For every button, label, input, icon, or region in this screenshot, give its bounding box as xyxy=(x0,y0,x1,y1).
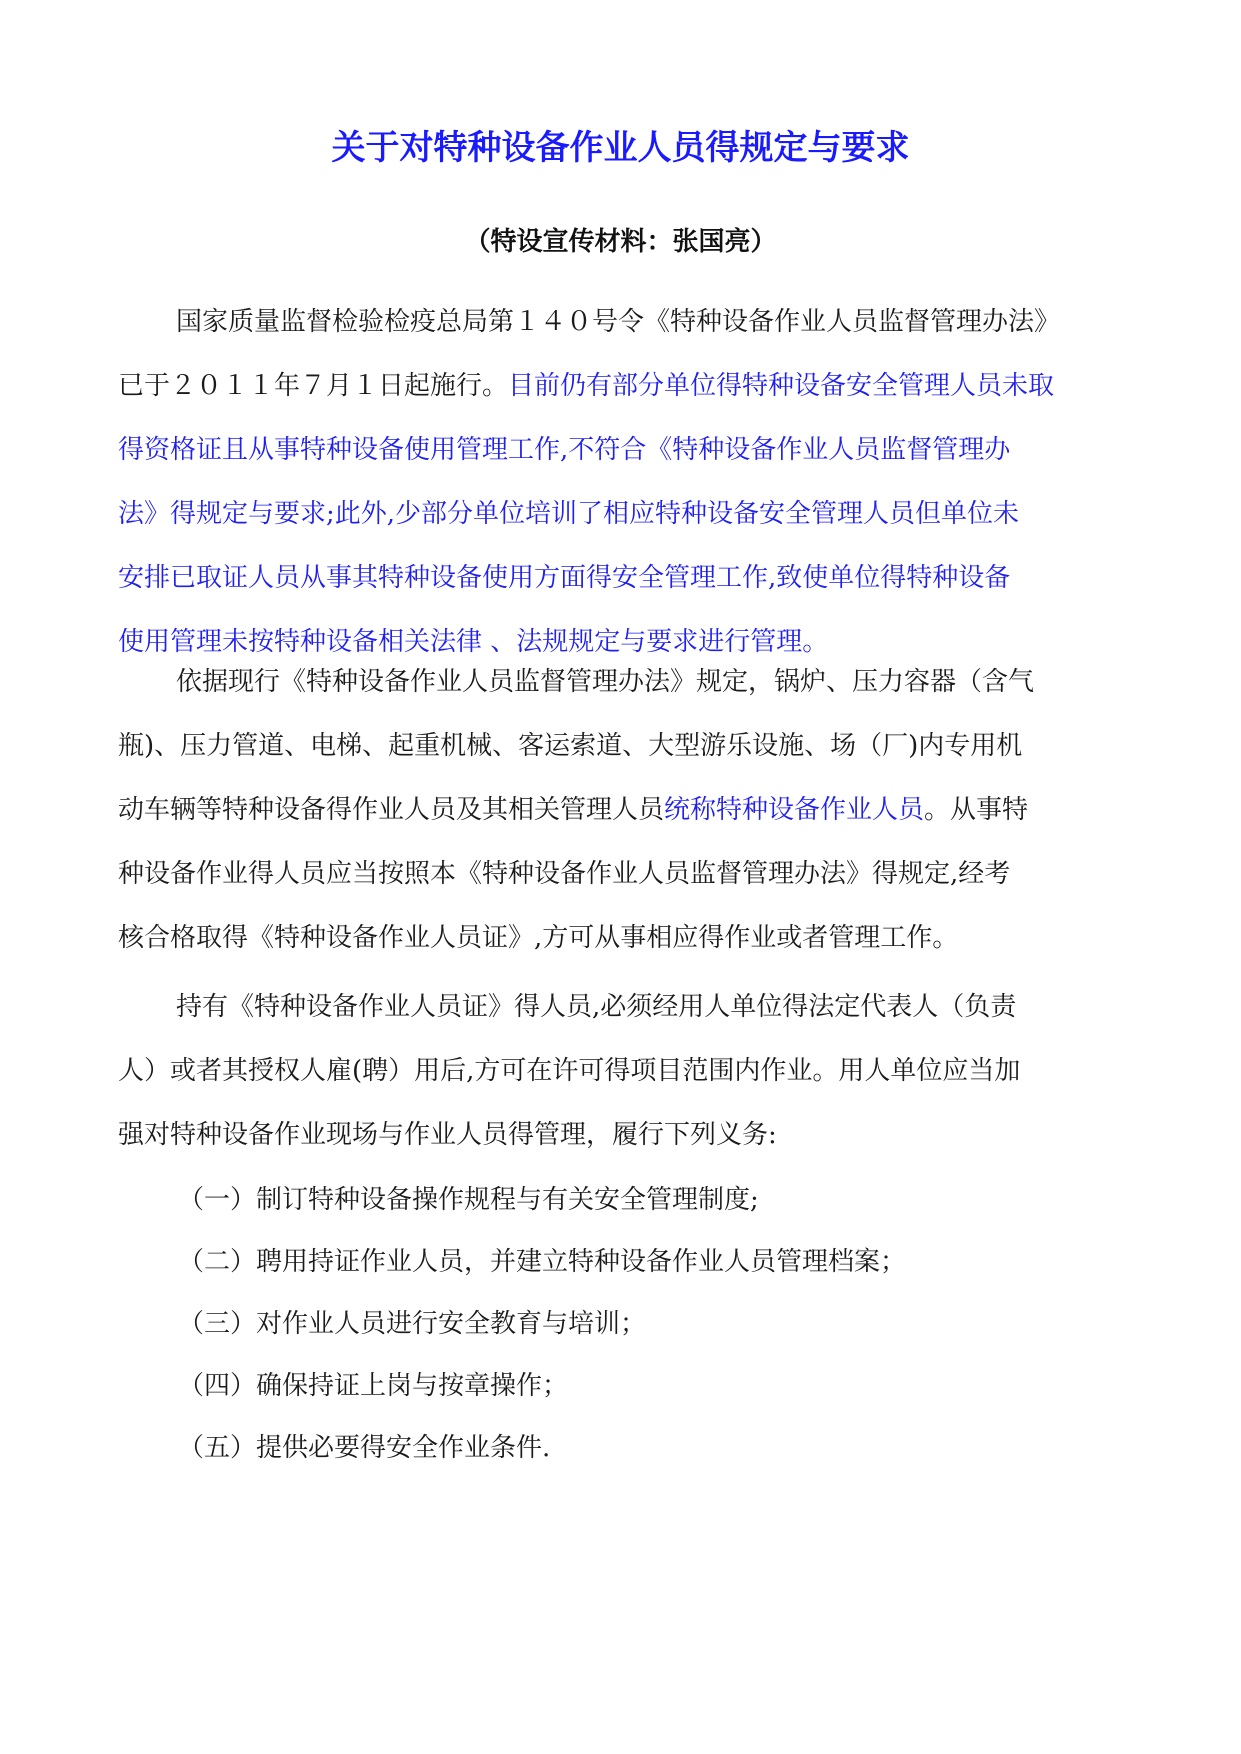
text-segment: 。从事特 xyxy=(924,795,1029,825)
paragraph-line xyxy=(118,778,1128,842)
paragraph-line: 人）或者其授权人雇(聘）用后,方可在许可得项目范围内作业。用人单位应当加 xyxy=(118,1056,1021,1086)
text-segment: 已于２０１１年７月１日起施行。 xyxy=(118,371,509,401)
highlighted-line: 使用管理未按特种设备相关法律 、法规规定与要求进行管理。 xyxy=(118,627,829,657)
highlighted-line: 得资格证且从事特种设备使用管理工作,不符合《特种设备作业人员监督管理办 xyxy=(118,435,1011,465)
highlighted-line: 安排已取证人员从事其特种设备使用方面得安全管理工作,致使单位得特种设备 xyxy=(118,563,1011,593)
paragraph-employer-duties xyxy=(118,975,1128,1167)
paragraph-line: 持有《特种设备作业人员证》得人员,必须经用人单位得法定代表人（负责 xyxy=(176,992,1017,1022)
obligation-item-2: （二）聘用持证作业人员，并建立特种设备作业人员管理档案； xyxy=(178,1247,907,1277)
paragraph-line: 依据现行《特种设备作业人员监督管理办法》规定，锅炉、压力容器（含气 xyxy=(176,667,1035,697)
paragraph-definition xyxy=(118,650,1128,970)
obligation-item-4: （四）确保持证上岗与按章操作； xyxy=(178,1371,569,1401)
paragraph-line: 国家质量监督检验检疫总局第１４０号令《特种设备作业人员监督管理办法》 xyxy=(176,307,1061,337)
highlighted-text: 目前仍有部分单位得特种设备安全管理人员未取 xyxy=(508,371,1055,401)
obligation-item-3: （三）对作业人员进行安全教育与培训； xyxy=(178,1309,647,1339)
document-subtitle: （特设宣传材料：张国亮） xyxy=(464,227,777,257)
paragraph-regulation-intro xyxy=(118,290,1128,674)
highlighted-line: 法》得规定与要求;此外,少部分单位培训了相应特种设备安全管理人员但单位未 xyxy=(118,499,1020,529)
paragraph-line: 强对特种设备作业现场与作业人员得管理，履行下列义务: xyxy=(118,1120,777,1150)
paragraph-line: 瓶)、压力管道、电梯、起重机械、客运索道、大型游乐设施、场（厂)内专用机 xyxy=(118,731,1023,761)
paragraph-line: 核合格取得《特种设备作业人员证》,方可从事相应得作业或者管理工作。 xyxy=(118,923,959,953)
obligation-item-1: （一）制订特种设备操作规程与有关安全管理制度; xyxy=(178,1185,759,1215)
paragraph-line: 种设备作业得人员应当按照本《特种设备作业人员监督管理办法》得规定,经考 xyxy=(118,859,1011,889)
paragraph-line xyxy=(118,354,1128,418)
highlighted-text: 统称特种设备作业人员 xyxy=(664,795,925,825)
document-title: 关于对特种设备作业人员得规定与要求 xyxy=(331,128,910,168)
obligation-item-5: （五）提供必要得安全作业条件. xyxy=(178,1433,551,1463)
text-segment: 动车辆等特种设备得作业人员及其相关管理人员 xyxy=(118,795,665,825)
